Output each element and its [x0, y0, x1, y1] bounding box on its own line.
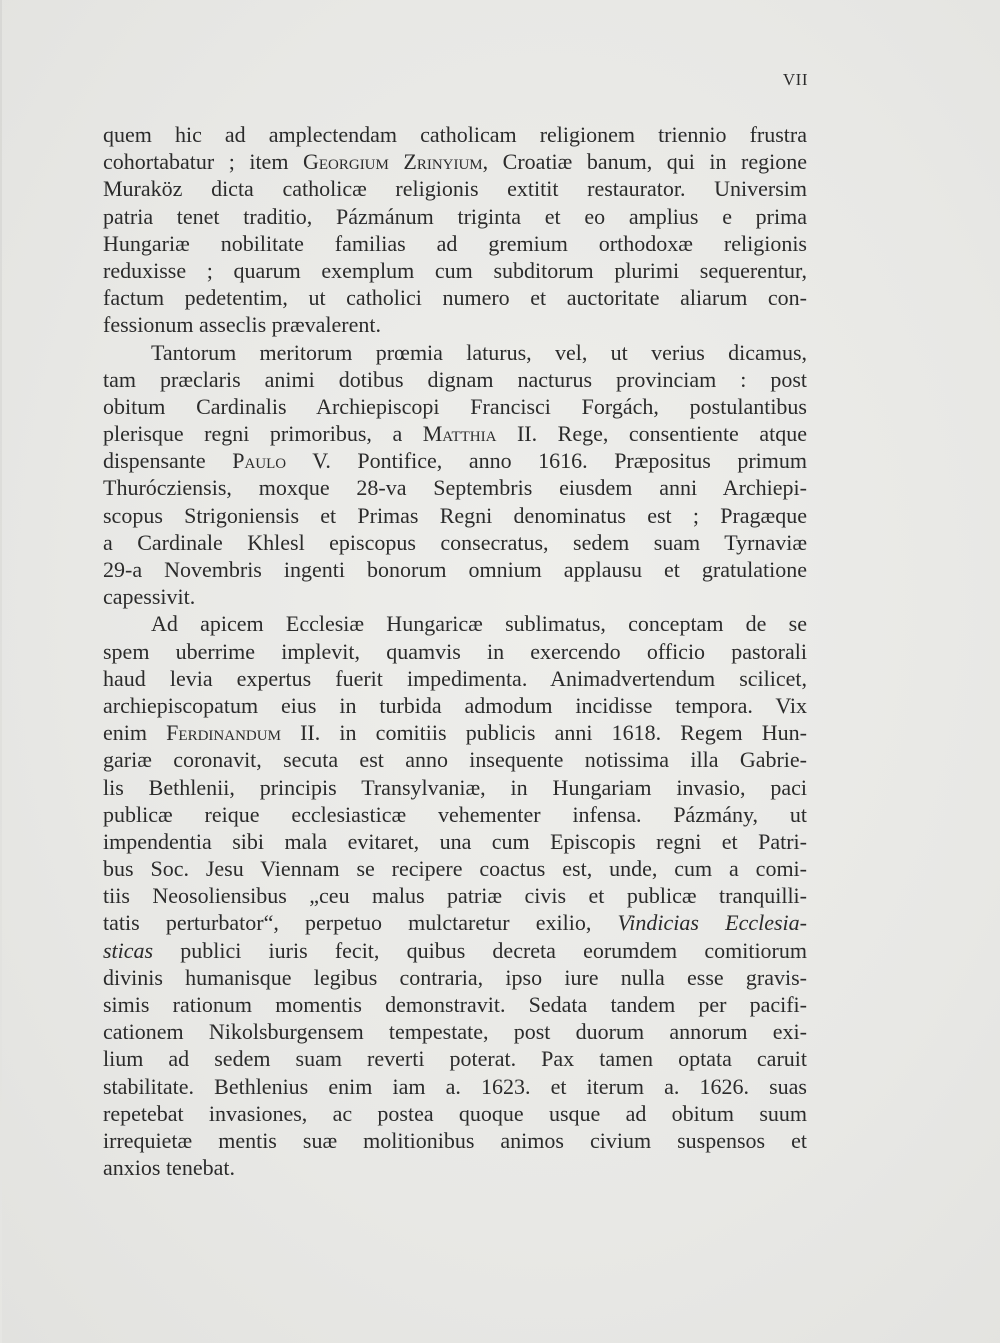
- text-line: cationem Nikolsburgensem tempestate, post duorum annorum exi-: [103, 1019, 807, 1045]
- text-line: impendentia sibi mala evitaret, una cum Episcopis regni et Patri-: [103, 828, 807, 854]
- text-line: 29-a Novembris ingenti bonorum omnium applausu et gratulatione: [103, 557, 807, 582]
- text-line: factum pedetentim, ut catholici numero et auctoritate aliarum con-: [103, 285, 807, 311]
- body-text: [103, 121, 807, 1181]
- page-number: VII: [782, 70, 808, 89]
- text-line: dispensante Paulo V. Pontifice, anno 1616. Præpositus primum: [103, 448, 807, 474]
- text-line: haud levia expertus fuerit impedimenta. Animadvertendum scilicet,: [103, 665, 807, 691]
- text-line: cohortabatur ; item Georgium Zrinyium, Croatiæ banum, qui in regione: [103, 149, 808, 175]
- text-line: Hungariæ nobilitate familias ad gremium orthodoxæ religionis: [103, 230, 807, 256]
- text-line: irrequietæ mentis suæ molitionibus animos civium suspensos et: [103, 1127, 807, 1153]
- name-paulus: Paulo: [232, 448, 287, 474]
- text-line: divinis humanisque legibus contraria, ipso iure nulla esse gravis-: [103, 964, 807, 990]
- text-line: plerisque regni primoribus, a Matthia II. Rege, consentiente atque: [103, 421, 807, 447]
- text-line: bus Soc. Jesu Viennam se recipere coactus est, unde, cum a comi-: [103, 856, 807, 882]
- text-line: tam præclaris animi dotibus dignam nacturus provinciam : post: [103, 366, 807, 392]
- text-line: patria tenet traditio, Pázmánum triginta et eo amplius e prima: [103, 203, 807, 229]
- page-edge: [0, 0, 2, 1343]
- text-line: lis Bethlenii, principis Transylvaniæ, in Hungariam invasio, paci: [103, 774, 807, 800]
- text-line: lium ad sedem suam reverti poterat. Pax tamen optata caruit: [103, 1046, 807, 1072]
- text-line: enim Ferdinandum II. in comitiis publicis anni 1618. Regem Hun-: [103, 720, 807, 746]
- text-line: spem uberrime implevit, quamvis in exercendo officio pastorali: [103, 638, 807, 664]
- title-vindicias: Vindicias Ecclesia-: [617, 910, 807, 936]
- text-line: repetebat invasiones, ac postea quoque usque ad obitum suum: [103, 1100, 807, 1126]
- text-line: gariæ coronavit, secuta est anno insequente notissima illa Gabrie-: [103, 747, 807, 773]
- text-line: Thuróczіensis, moxque 28-va Septembris eiusdem anni Archiepi-: [103, 475, 807, 501]
- text-line: scopus Strigoniensis et Primas Regni denominatus est ; Pragæque: [103, 502, 807, 528]
- text-line: obitum Cardinalis Archiepiscopi Francisci Forgách, postulantibus: [103, 393, 807, 419]
- text-line: stabilitate. Bethlenius enim iam a. 1623. et iterum a. 1626. suas: [103, 1073, 807, 1099]
- text-line: Tantorum meritorum prœmia laturus, vel, ut verius dicamus,: [151, 339, 807, 365]
- text-line: Ad apicem Ecclesiæ Hungaricæ sublimatus, conceptam de se: [151, 611, 807, 637]
- text-line: a Cardinale Khlesl episcopus consecratus, sedem suam Tyrnaviæ: [103, 529, 807, 555]
- name-ferdinand: Ferdinandum: [166, 720, 281, 746]
- text-line: sticas publici iuris fecit, quibus decreta eorumdem comitiorum: [103, 937, 807, 963]
- text-line: anxios tenebat.: [103, 1155, 235, 1181]
- name-zrinyi: Georgium Zrinyium: [302, 149, 483, 175]
- title-sticas: sticas: [103, 937, 154, 963]
- text-line: reduxisse ; quarum exemplum cum subditorum plurimi sequerentur,: [103, 257, 807, 283]
- text-line: capessivit.: [103, 584, 196, 610]
- text-line: Muraköz dicta catholicæ religionis extitit restaurator. Universim: [103, 176, 807, 202]
- text-line: fessionum asseclis prævalerent.: [103, 312, 381, 338]
- text-line: tatis perturbator“, perpetuo mulctaretur exilio, Vindicias Ecclesia-: [103, 910, 807, 936]
- text-line: quem hic ad amplectendam catholicam religionem triennio frustra: [103, 122, 807, 147]
- text-line: publicæ reique ecclesiasticæ vehementer infensa. Pázmány, ut: [103, 801, 807, 827]
- text-line: simis rationum momentis demonstravit. Sedata tandem per pacifi-: [103, 992, 807, 1017]
- text-line: tiis Neosoliensibus „ceu malus patriæ civis et publicæ tranquilli-: [103, 883, 807, 909]
- text-line: archiepiscopatum eius in turbida admodum incidisse tempora. Vix: [103, 692, 807, 718]
- name-matthias: Matthia: [422, 421, 497, 447]
